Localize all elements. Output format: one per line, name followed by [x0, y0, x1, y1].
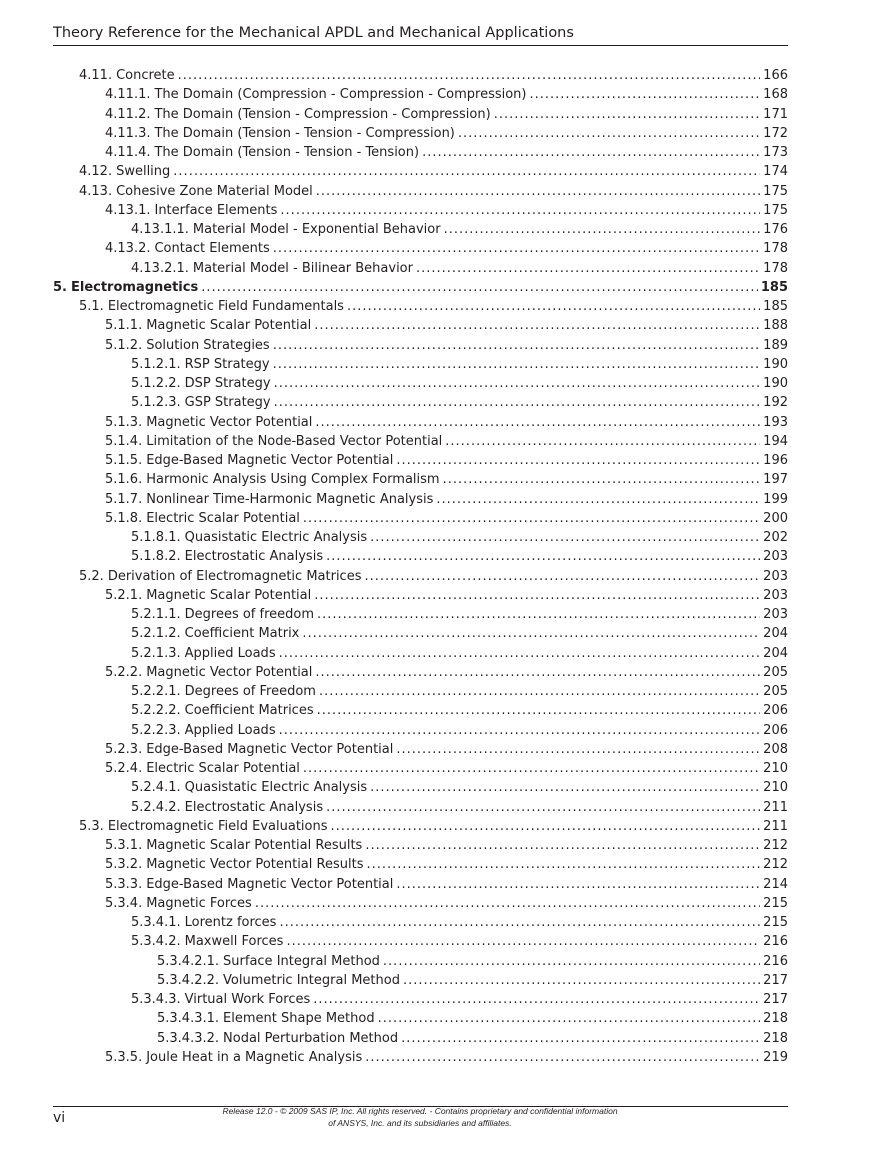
toc-entry-title: DSP Strategy [184, 376, 271, 391]
toc-entry[interactable] [79, 567, 788, 586]
toc-entry-number: 5.2.2.3. [131, 722, 181, 738]
toc-entry-number: 5.1.3. [105, 414, 143, 430]
toc-entry[interactable] [131, 644, 788, 663]
toc-entry-title: Element Shape Method [223, 1011, 375, 1027]
toc-entry-page-number: 166 [763, 68, 788, 83]
toc-entry-page-number: 205 [763, 684, 788, 699]
toc-entry[interactable] [105, 740, 788, 759]
toc-entry-number: 5.1. [79, 299, 104, 314]
toc-dot-leader [303, 759, 760, 778]
toc-dot-leader [279, 721, 761, 740]
toc-entry-page-number: 217 [763, 992, 788, 1007]
toc-entry-page-number: 190 [763, 376, 788, 391]
toc-entry[interactable] [105, 451, 788, 470]
toc-entry-page-number: 176 [763, 222, 788, 237]
toc-entry-page-number: 178 [763, 241, 788, 257]
toc-entry[interactable] [79, 297, 788, 316]
toc-entry-title: Degrees of freedom [184, 607, 315, 622]
toc-dot-leader [178, 66, 761, 85]
toc-dot-leader [331, 817, 761, 836]
toc-entry-page-number: 197 [763, 472, 788, 488]
toc-entry-title: The Domain (Compression - Compression - Compression) [154, 87, 527, 103]
toc-entry[interactable] [105, 239, 788, 258]
toc-entry-number: 5.3.5. [105, 1049, 143, 1065]
toc-entry[interactable] [131, 259, 788, 278]
toc-entry[interactable] [131, 605, 788, 624]
toc-entry-title: Nodal Perturbation Method [223, 1030, 399, 1046]
toc-entry-title: Coefficient Matrix [184, 626, 300, 642]
toc-dot-leader [365, 836, 760, 855]
toc-dot-leader [396, 451, 760, 470]
toc-entry-number: 4.11.4. [105, 145, 151, 160]
toc-entry-number: 5.1.4. [105, 433, 143, 449]
toc-entry-page-number: 188 [763, 318, 788, 334]
toc-entry-number: 5.3.4.1. [131, 915, 181, 930]
toc-entry[interactable] [105, 875, 788, 894]
toc-entry-title: Surface Integral Method [223, 953, 380, 969]
toc-entry-number: 5.3.4. [105, 895, 143, 911]
toc-dot-leader [326, 547, 760, 566]
toc-entry-number: 4.13.2.1. [131, 260, 189, 276]
toc-entry-page-number: 212 [763, 857, 788, 873]
toc-entry[interactable] [105, 490, 788, 509]
toc-entry-number: 5.3.4.2. [131, 934, 181, 950]
toc-entry-number: 5.2.1.1. [131, 607, 181, 622]
toc-entry-page-number: 204 [763, 645, 788, 661]
toc-entry-page-number: 206 [763, 722, 788, 738]
toc-entry[interactable] [105, 85, 788, 104]
toc-entry-page-number: 210 [763, 761, 788, 776]
toc-entry-title: Limitation of the Node-Based Vector Potential [146, 433, 443, 449]
toc-entry-page-number: 204 [763, 626, 788, 642]
toc-entry-title: Applied Loads [184, 722, 276, 738]
toc-dot-leader [315, 413, 760, 432]
toc-entry-title: Magnetic Scalar Potential [146, 318, 312, 334]
toc-entry-number: 5.2.3. [105, 741, 143, 757]
toc-dot-leader [444, 220, 761, 239]
toc-entry-page-number: 173 [763, 145, 788, 160]
toc-entry-page-number: 214 [763, 876, 788, 892]
toc-entry[interactable] [157, 952, 788, 971]
toc-entry-number: 5.3.4.2.2. [157, 972, 220, 988]
toc-entry-number: 5.1.5. [105, 453, 143, 468]
toc-dot-leader [273, 355, 761, 374]
header-divider [53, 45, 788, 46]
toc-entry-page-number: 203 [763, 568, 788, 584]
toc-entry-number: 5.2.1. [105, 587, 143, 603]
toc-entry-number: 4.13.1.1. [131, 222, 189, 237]
toc-dot-leader [286, 932, 760, 951]
toc-dot-leader [303, 509, 760, 528]
toc-entry-number: 4.13. [79, 183, 113, 199]
toc-entry-number: 5.1.2.3. [131, 395, 181, 411]
toc-dot-leader [313, 990, 760, 1009]
toc-entry-page-number: 218 [763, 1030, 788, 1046]
toc-entry-page-number: 208 [763, 741, 788, 757]
toc-entry-title: Nonlinear Time-Harmonic Magnetic Analysis [146, 491, 434, 507]
toc-dot-leader [396, 875, 760, 894]
toc-entry[interactable] [131, 990, 788, 1009]
toc-entry-title: Harmonic Analysis Using Complex Formalism [146, 472, 440, 488]
toc-entry[interactable] [131, 547, 788, 566]
toc-entry-page-number: 171 [763, 106, 788, 122]
toc-entry-number: 5.1.8.2. [131, 549, 181, 565]
toc-entry-number: 5.3. [79, 818, 104, 834]
running-header-title: Theory Reference for the Mechanical APDL and Mechanical Applications [53, 25, 574, 41]
toc-entry-title: Joule Heat in a Magnetic Analysis [146, 1049, 363, 1065]
toc-entry-number: 5.3.1. [105, 838, 143, 853]
toc-entry[interactable] [105, 470, 788, 489]
toc-dot-leader [443, 470, 761, 489]
toc-entry-number: 4.11.1. [105, 87, 151, 103]
toc-entry-number: 4.13.2. [105, 241, 151, 257]
copyright-line-1: Release 12.0 - © 2009 SAS IP, Inc. All rights reserved. - Contains proprietary and confidential information [222, 1106, 618, 1116]
toc-entry[interactable] [131, 798, 788, 817]
toc-entry[interactable] [131, 393, 788, 412]
copyright-notice [160, 1105, 680, 1129]
toc-entry[interactable] [131, 528, 788, 547]
toc-dot-leader [319, 682, 760, 701]
toc-entry[interactable] [105, 105, 788, 124]
toc-entry-title: Electromagnetics [70, 279, 199, 295]
toc-dot-leader [370, 528, 760, 547]
toc-entry[interactable] [105, 413, 788, 432]
toc-dot-leader [274, 393, 761, 412]
toc-entry-number: 5.2.1.3. [131, 645, 181, 661]
toc-dot-leader [530, 85, 761, 104]
toc-entry-title: Magnetic Vector Potential Results [146, 857, 364, 873]
toc-entry-number: 5.3.2. [105, 857, 143, 873]
toc-entry-page-number: 203 [763, 587, 788, 603]
toc-entry-title: Virtual Work Forces [184, 992, 311, 1007]
toc-entry-title: Swelling [116, 164, 171, 180]
toc-entry-title: The Domain (Tension - Compression - Compression) [154, 106, 491, 122]
toc-dot-leader [365, 1048, 760, 1067]
toc-entry-number: 5.1.2. [105, 337, 143, 353]
toc-entry-title: Edge-Based Magnetic Vector Potential [146, 741, 394, 757]
toc-dot-leader [458, 124, 760, 143]
toc-entry[interactable] [131, 721, 788, 740]
toc-entry-title: Quasistatic Electric Analysis [184, 530, 368, 545]
toc-entry-page-number: 175 [763, 202, 788, 218]
toc-entry-title: Interface Elements [154, 202, 278, 218]
toc-entry[interactable] [105, 836, 788, 855]
toc-entry[interactable] [105, 432, 788, 451]
toc-dot-leader [370, 778, 760, 797]
toc-entry-page-number: 172 [763, 125, 788, 141]
toc-dot-leader [416, 259, 760, 278]
toc-entry-page-number: 210 [763, 780, 788, 796]
toc-entry-title: Magnetic Vector Potential [146, 664, 313, 680]
toc-entry-number: 5.2.4. [105, 761, 143, 776]
toc-entry[interactable] [105, 509, 788, 528]
toc-entry[interactable] [105, 124, 788, 143]
toc-entry-number: 5.1.6. [105, 472, 143, 488]
toc-entry-number: 5.2.1.2. [131, 626, 181, 642]
toc-entry-page-number: 178 [763, 260, 788, 276]
toc-entry-title: Edge-Based Magnetic Vector Potential [146, 453, 394, 468]
toc-entry-page-number: 175 [763, 183, 788, 199]
toc-entry-page-number: 193 [763, 414, 788, 430]
toc-entry-number: 5.2.4.1. [131, 780, 181, 796]
toc-dot-leader [280, 201, 760, 220]
toc-entry-page-number: 216 [763, 934, 788, 950]
toc-entry-title: Electric Scalar Potential [146, 761, 300, 776]
toc-entry[interactable] [105, 759, 788, 778]
toc-entry[interactable] [131, 355, 788, 374]
toc-entry-number: 4.11.3. [105, 125, 151, 141]
toc-dot-leader [273, 336, 760, 355]
toc-entry-title: Cohesive Zone Material Model [116, 183, 313, 199]
page-number: vi [53, 1110, 66, 1126]
toc-dot-leader [273, 239, 760, 258]
toc-entry-title: Coefficient Matrices [184, 703, 314, 719]
toc-entry-title: RSP Strategy [184, 356, 270, 372]
toc-entry-page-number: 199 [763, 491, 788, 507]
toc-entry-page-number: 215 [763, 895, 788, 911]
toc-entry[interactable] [131, 374, 788, 393]
toc-entry-title: Lorentz forces [184, 915, 277, 930]
toc-entry-title: Concrete [116, 68, 175, 83]
toc-entry[interactable] [131, 701, 788, 720]
toc-entry-page-number: 174 [763, 164, 788, 180]
toc-entry-number: 4.12. [79, 164, 113, 180]
toc-entry-page-number: 196 [763, 453, 788, 468]
toc-entry-page-number: 206 [763, 703, 788, 719]
toc-entry-page-number: 211 [763, 818, 788, 834]
toc-entry-number: 4.11.2. [105, 106, 151, 122]
toc-entry-number: 5. [53, 279, 67, 295]
toc-entry-number: 5.2. [79, 568, 104, 584]
toc-entry[interactable] [157, 1009, 788, 1028]
toc-entry-title: Magnetic Scalar Potential Results [146, 838, 363, 853]
toc-dot-leader [326, 798, 760, 817]
toc-entry-page-number: 203 [763, 607, 788, 622]
toc-entry-title: Electromagnetic Field Evaluations [107, 818, 328, 834]
toc-entry[interactable] [79, 66, 788, 85]
toc-entry-page-number: 185 [760, 279, 788, 295]
toc-entry-title: Maxwell Forces [184, 934, 284, 950]
toc-entry-title: Degrees of Freedom [184, 684, 316, 699]
toc-dot-leader [274, 374, 761, 393]
toc-dot-leader [255, 894, 760, 913]
toc-entry-title: Applied Loads [184, 645, 276, 661]
toc-entry-page-number: 190 [763, 356, 788, 372]
toc-dot-leader [401, 1029, 760, 1048]
toc-entry-title: Derivation of Electromagnetic Matrices [107, 568, 362, 584]
toc-entry[interactable] [79, 182, 788, 201]
toc-dot-leader [364, 567, 760, 586]
toc-entry-number: 5.2.4.2. [131, 799, 181, 815]
toc-dot-leader [317, 701, 761, 720]
toc-entry-title: Magnetic Vector Potential [146, 414, 313, 430]
toc-entry[interactable] [79, 817, 788, 836]
toc-entry-page-number: 211 [763, 799, 788, 815]
toc-entry-number: 5.3.4.3.1. [157, 1011, 220, 1027]
copyright-line-2: of ANSYS, Inc. and its subsidiaries and affiliates. [328, 1118, 512, 1128]
toc-entry[interactable] [105, 586, 788, 605]
toc-dot-leader [403, 971, 760, 990]
toc-entry-page-number: 219 [763, 1049, 788, 1065]
toc-entry-number: 5.3.4.3. [131, 992, 181, 1007]
toc-entry-title: Solution Strategies [146, 337, 270, 353]
toc-entry-title: Edge-Based Magnetic Vector Potential [146, 876, 394, 892]
toc-entry[interactable] [105, 143, 788, 162]
toc-entry[interactable] [131, 682, 788, 701]
toc-entry-page-number: 216 [763, 953, 788, 969]
toc-dot-leader [366, 855, 760, 874]
toc-entry-title: Electromagnetic Field Fundamentals [107, 299, 344, 314]
toc-entry-number: 5.1.2.2. [131, 376, 181, 391]
toc-entry[interactable] [105, 336, 788, 355]
toc-dot-leader [494, 105, 760, 124]
toc-dot-leader [383, 952, 760, 971]
toc-entry[interactable] [105, 663, 788, 682]
toc-entry-page-number: 203 [763, 549, 788, 565]
toc-entry-title: Material Model - Bilinear Behavior [192, 260, 413, 276]
toc-entry[interactable] [157, 971, 788, 990]
toc-entry-page-number: 215 [763, 915, 788, 930]
toc-entry-number: 5.1.2.1. [131, 356, 181, 372]
toc-dot-leader [279, 913, 760, 932]
toc-dot-leader [302, 624, 760, 643]
toc-entry-title: Magnetic Scalar Potential [146, 587, 312, 603]
toc-entry-page-number: 212 [763, 838, 788, 853]
toc-entry[interactable] [131, 624, 788, 643]
toc-entry-page-number: 189 [763, 337, 788, 353]
toc-entry-title: The Domain (Tension - Tension - Tension) [154, 145, 420, 160]
toc-dot-leader [396, 740, 760, 759]
toc-dot-leader [436, 490, 760, 509]
toc-dot-leader [279, 644, 761, 663]
toc-entry[interactable] [53, 278, 788, 297]
toc-entry[interactable] [105, 855, 788, 874]
toc-dot-leader [315, 663, 760, 682]
toc-entry-title: Volumetric Integral Method [223, 972, 400, 988]
toc-entry-number: 5.3.4.3.2. [157, 1030, 220, 1046]
toc-entry[interactable] [157, 1029, 788, 1048]
toc-dot-leader [422, 143, 760, 162]
toc-entry-page-number: 168 [763, 87, 788, 103]
toc-dot-leader [378, 1009, 761, 1028]
toc-entry[interactable] [105, 1048, 788, 1067]
toc-entry-page-number: 217 [763, 972, 788, 988]
toc-dot-leader [347, 297, 760, 316]
toc-entry-page-number: 194 [763, 433, 788, 449]
toc-entry-page-number: 218 [763, 1011, 788, 1027]
toc-dot-leader [317, 605, 760, 624]
toc-entry-number: 5.1.8.1. [131, 530, 181, 545]
toc-entry-number: 5.1.1. [105, 318, 143, 334]
toc-dot-leader [314, 316, 760, 335]
toc-dot-leader [316, 182, 760, 201]
toc-dot-leader [201, 278, 758, 297]
toc-entry[interactable] [131, 913, 788, 932]
toc-entry-title: Electrostatic Analysis [184, 549, 324, 565]
toc-entry-title: Electrostatic Analysis [184, 799, 324, 815]
toc-entry-page-number: 192 [763, 395, 788, 411]
toc-entry-page-number: 200 [763, 510, 788, 526]
toc-entry[interactable] [105, 316, 788, 335]
toc-entry-title: Contact Elements [154, 241, 270, 257]
toc-entry[interactable] [79, 162, 788, 181]
toc-entry-title: GSP Strategy [184, 395, 271, 411]
toc-entry-number: 5.2.2.2. [131, 703, 181, 719]
toc-entry-number: 4.11. [79, 68, 113, 83]
toc-entry[interactable] [131, 932, 788, 951]
toc-entry[interactable] [131, 778, 788, 797]
toc-entry-page-number: 205 [763, 664, 788, 680]
toc-entry-title: Magnetic Forces [146, 895, 252, 911]
toc-entry[interactable] [105, 894, 788, 913]
toc-entry-number: 4.13.1. [105, 202, 151, 218]
toc-entry-title: Electric Scalar Potential [146, 510, 300, 526]
toc-entry-number: 5.1.7. [105, 491, 143, 507]
toc-dot-leader [173, 162, 760, 181]
toc-entry[interactable] [131, 220, 788, 239]
toc-entry-number: 5.2.2.1. [131, 684, 181, 699]
toc-entry-number: 5.3.4.2.1. [157, 953, 220, 969]
toc-entry-title: The Domain (Tension - Tension - Compression) [154, 125, 455, 141]
toc-entry-page-number: 202 [763, 530, 788, 545]
toc-entry[interactable] [105, 201, 788, 220]
toc-entry-number: 5.3.3. [105, 876, 143, 892]
toc-dot-leader [314, 586, 760, 605]
toc-entry-page-number: 185 [763, 299, 788, 314]
toc-entry-number: 5.1.8. [105, 510, 143, 526]
toc-entry-title: Quasistatic Electric Analysis [184, 780, 368, 796]
toc-entry-number: 5.2.2. [105, 664, 143, 680]
toc-entry-title: Material Model - Exponential Behavior [192, 222, 441, 237]
toc-dot-leader [445, 432, 760, 451]
